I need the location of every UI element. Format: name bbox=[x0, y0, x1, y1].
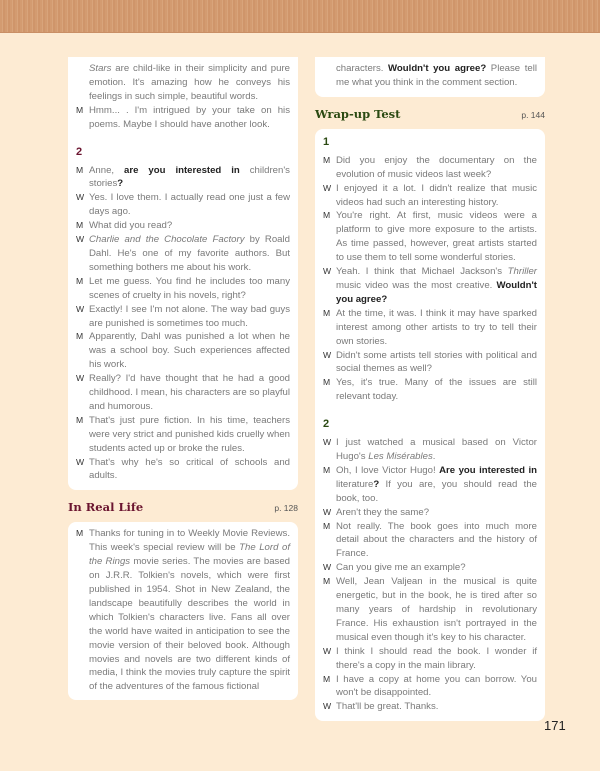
page-reference: p. 128 bbox=[274, 503, 298, 514]
dialogue-line bbox=[323, 520, 537, 562]
speaker-label bbox=[323, 62, 336, 90]
dialogue-text: What did you read? bbox=[89, 220, 173, 232]
speaker-label: M bbox=[323, 520, 331, 531]
speaker-label: M bbox=[76, 220, 84, 231]
speaker-label: W bbox=[76, 192, 85, 203]
dialogue-lines bbox=[323, 62, 537, 90]
dialogue-line bbox=[76, 303, 290, 331]
dialogue-text: Thanks for tuning in to Weekly Movie Reviews. This week's special review will be The Lord of the Rings movie series. The movies are based on J.R.R. Tolkien's novels, which were first published in 1954. Shot in New Zealand, the landscape beautifully describes the world in which Tolkien's characters live. Fans all over the world have waited in anticipation to see the movie version of their beloved book. Although movies and novels are two different kinds of media, I think the movies truly capture the spirit of the adventures of the famous fictional bbox=[89, 528, 291, 693]
dialogue-text: I think I should read the book. I wonder if there's a copy in the main library. bbox=[336, 645, 537, 671]
page-number: 171 bbox=[544, 718, 566, 733]
dialogue-lines bbox=[76, 527, 290, 694]
dialogue-line bbox=[323, 575, 537, 645]
dialogue-text: Exactly! I see I'm not alone. The way bad guys are punished is sometimes too much. bbox=[89, 303, 290, 329]
right-column bbox=[315, 57, 545, 721]
speaker-label: M bbox=[323, 307, 331, 318]
speaker-label: W bbox=[76, 373, 85, 384]
dialogue-text: You're right. At first, music videos were a platform to give more exposure to the artists. As time passed, however, great artists started to use them to tell some wonderful stories. bbox=[336, 210, 537, 264]
dialogue-line bbox=[323, 376, 537, 404]
speaker-label: M bbox=[323, 210, 331, 221]
dialogue-text: Not really. The book goes into much more detail about the characters and the history of France. bbox=[336, 520, 537, 560]
dialogue-lines bbox=[323, 154, 537, 404]
dialogue-text: Did you enjoy the documentary on the evolution of music videos last week? bbox=[336, 154, 537, 180]
speaker-label: W bbox=[76, 303, 85, 314]
decorative-header-bar bbox=[0, 0, 600, 33]
item-number: 2 bbox=[76, 145, 83, 158]
dialogue-card-wrap-up bbox=[315, 129, 545, 721]
dialogue-text: Let me guess. You find he includes too many scenes of cruelty in his novels, right? bbox=[89, 275, 290, 301]
speaker-label: W bbox=[76, 456, 85, 467]
speaker-label: M bbox=[76, 164, 84, 175]
dialogue-line bbox=[76, 456, 290, 484]
speaker-label: M bbox=[323, 377, 331, 388]
dialogue-line bbox=[323, 209, 537, 265]
dialogue-text: That's why he's so critical of schools and adults. bbox=[89, 456, 290, 482]
speaker-label: W bbox=[323, 645, 332, 656]
dialogue-text: Yeah. I think that Michael Jackson's Thriller music video was the most creative. Wouldn't you agree? bbox=[336, 266, 537, 305]
dialogue-lines bbox=[76, 62, 290, 132]
dialogue-line bbox=[76, 62, 290, 104]
dialogue-text: Yes, it's true. Many of the issues are still relevant today. bbox=[336, 377, 537, 403]
dialogue-line bbox=[323, 700, 537, 714]
dialogue-text: Can you give me an example? bbox=[336, 562, 466, 574]
dialogue-line bbox=[323, 182, 537, 210]
speaker-label: W bbox=[323, 562, 332, 573]
dialogue-text: Apparently, Dahl was punished a lot when he was a school boy. Such experiences affected his work. bbox=[89, 331, 290, 371]
dialogue-line bbox=[323, 265, 537, 307]
speaker-label: W bbox=[323, 349, 332, 360]
dialogue-text: I just watched a musical based on Victor Hugo's Les Misérables. bbox=[336, 437, 537, 463]
dialogue-text: I enjoyed it a lot. I didn't realize that music videos had such an interesting history. bbox=[336, 182, 537, 208]
dialogue-line bbox=[323, 673, 537, 701]
dialogue-card-continued bbox=[68, 57, 298, 490]
left-column bbox=[68, 57, 298, 700]
dialogue-lines bbox=[323, 436, 537, 714]
dialogue-line bbox=[76, 233, 290, 275]
dialogue-line bbox=[323, 464, 537, 506]
dialogue-line bbox=[76, 104, 290, 132]
dialogue-text: Really? I'd have thought that he had a good childhood. I mean, his characters are so playful and humorous. bbox=[89, 373, 290, 412]
speaker-label: M bbox=[323, 576, 331, 587]
section-title: In Real Life bbox=[68, 500, 144, 515]
speaker-label: W bbox=[323, 506, 332, 517]
dialogue-line bbox=[76, 372, 290, 414]
section-title: Wrap-up Test bbox=[315, 106, 401, 121]
dialogue-text: Charlie and the Chocolate Factory by Roald Dahl. He's one of my favorite authors. But something bothers me about his work. bbox=[89, 234, 290, 273]
dialogue-text: That'll be great. Thanks. bbox=[336, 701, 439, 713]
speaker-label: M bbox=[76, 528, 84, 539]
speaker-label: M bbox=[323, 154, 331, 165]
dialogue-text: I have a copy at home you can borrow. You won't be disappointed. bbox=[336, 673, 537, 699]
dialogue-line bbox=[323, 154, 537, 182]
item-number: 2 bbox=[323, 418, 330, 431]
dialogue-line bbox=[323, 506, 537, 520]
dialogue-card-in-real-life bbox=[68, 522, 298, 700]
speaker-label: M bbox=[76, 275, 84, 286]
dialogue-line bbox=[76, 191, 290, 219]
speaker-label: W bbox=[76, 234, 85, 245]
item-number: 1 bbox=[323, 135, 330, 148]
dialogue-text: Aren't they the same? bbox=[336, 506, 430, 518]
dialogue-line bbox=[323, 561, 537, 575]
dialogue-text: Anne, are you interested in children's stories? bbox=[89, 164, 290, 190]
dialogue-text: characters. Wouldn't you agree? Please tell me what you think in the comment section. bbox=[336, 63, 537, 88]
dialogue-line bbox=[323, 62, 537, 90]
dialogue-line bbox=[323, 349, 537, 377]
section-header-in-real-life bbox=[68, 500, 298, 514]
speaker-label: W bbox=[323, 701, 332, 712]
dialogue-line bbox=[76, 275, 290, 303]
speaker-label: M bbox=[323, 464, 331, 475]
dialogue-line bbox=[76, 414, 290, 456]
dialogue-line bbox=[323, 436, 537, 464]
dialogue-text: Stars are child-like in their simplicity and pure emotion. It's amazing how he conveys his feelings in such simple, beautiful words. bbox=[89, 63, 290, 102]
speaker-label: M bbox=[323, 673, 331, 684]
dialogue-line bbox=[323, 645, 537, 673]
speaker-label: M bbox=[76, 414, 84, 425]
dialogue-text: Didn't some artists tell stories with political and social themes as well? bbox=[336, 349, 537, 375]
dialogue-line bbox=[323, 307, 537, 349]
dialogue-text: Hmm... . I'm intrigued by your take on his poems. Maybe I should have another look. bbox=[89, 104, 290, 130]
dialogue-line bbox=[76, 527, 290, 694]
section-header-wrap-up-test bbox=[315, 107, 545, 121]
dialogue-text: Yes. I love them. I actually read one just a few days ago. bbox=[89, 192, 290, 218]
dialogue-line bbox=[76, 219, 290, 233]
dialogue-text: At the time, it was. I think it may have sparked interest among other artists to try to tell their own stories. bbox=[336, 307, 537, 347]
dialogue-text: Oh, I love Victor Hugo! Are you interested in literature? If you are, you should read the book, too. bbox=[336, 464, 537, 504]
dialogue-line bbox=[76, 164, 290, 192]
dialogue-card-continued bbox=[315, 57, 545, 97]
dialogue-text: Well, Jean Valjean in the musical is quite energetic, but in the book, he is tired after so many years of hardship in revolutionary France. His exhaustion isn't portrayed in the musical even though it's key to his character. bbox=[336, 576, 537, 643]
dialogue-text: That's just pure fiction. In his time, teachers were very strict and punished kids cruelly when students acted up or broke the rules. bbox=[89, 414, 290, 454]
speaker-label: W bbox=[323, 182, 332, 193]
dialogue-lines bbox=[76, 164, 290, 484]
dialogue-line bbox=[76, 330, 290, 372]
speaker-label: M bbox=[76, 331, 84, 342]
speaker-label: W bbox=[323, 266, 332, 277]
speaker-label bbox=[76, 62, 89, 104]
page-reference: p. 144 bbox=[521, 109, 545, 120]
speaker-label: M bbox=[76, 104, 84, 115]
speaker-label: W bbox=[323, 437, 332, 448]
